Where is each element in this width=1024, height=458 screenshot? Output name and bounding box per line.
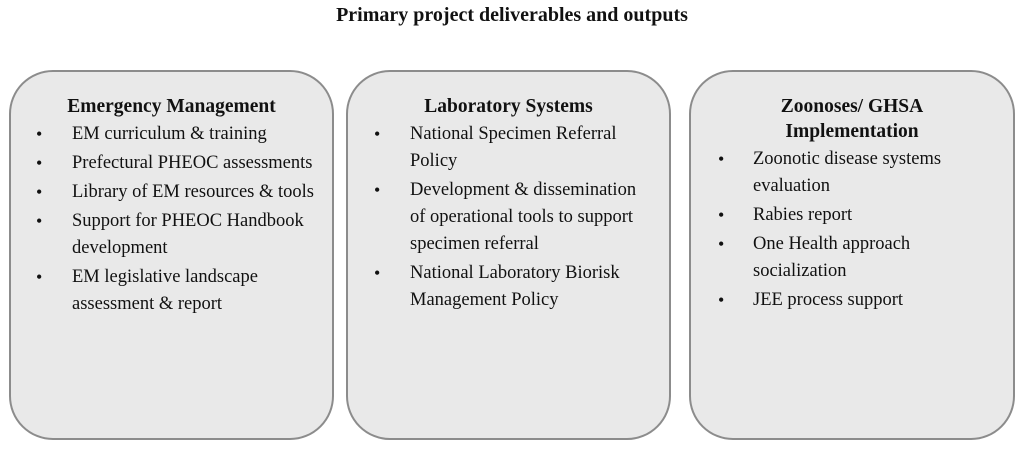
list-item: • EM legislative landscape assessment & report <box>11 264 332 318</box>
list-item: • Development & dissemination of operational tools to support specimen referral <box>348 177 669 258</box>
list-item: • Prefectural PHEOC assessments <box>11 150 332 177</box>
list-item: • Zoonotic disease systems evaluation <box>691 146 1013 200</box>
panel-emergency-management <box>9 70 334 440</box>
deliverables-list <box>691 146 1013 314</box>
panel-laboratory-systems <box>346 70 671 440</box>
panel-heading: Laboratory Systems <box>424 96 593 117</box>
list-item: • Rabies report <box>691 202 1013 229</box>
list-item: • National Specimen Referral Policy <box>348 121 669 175</box>
deliverables-list <box>11 121 332 318</box>
list-item: • Library of EM resources & tools <box>11 179 332 206</box>
list-item: • EM curriculum & training <box>11 121 332 148</box>
list-item: • Support for PHEOC Handbook development <box>11 208 332 262</box>
list-item: • One Health approach socialization <box>691 231 1013 285</box>
panel-heading: Zoonoses/ GHSA Implementation <box>780 96 924 142</box>
list-item: • JEE process support <box>691 287 1013 314</box>
panel-zoonoses-ghsa <box>689 70 1015 440</box>
list-item: • National Laboratory Biorisk Management Policy <box>348 260 669 314</box>
page-title: Primary project deliverables and outputs <box>336 4 688 26</box>
deliverables-list <box>348 121 669 314</box>
panel-heading: Emergency Management <box>67 96 276 117</box>
